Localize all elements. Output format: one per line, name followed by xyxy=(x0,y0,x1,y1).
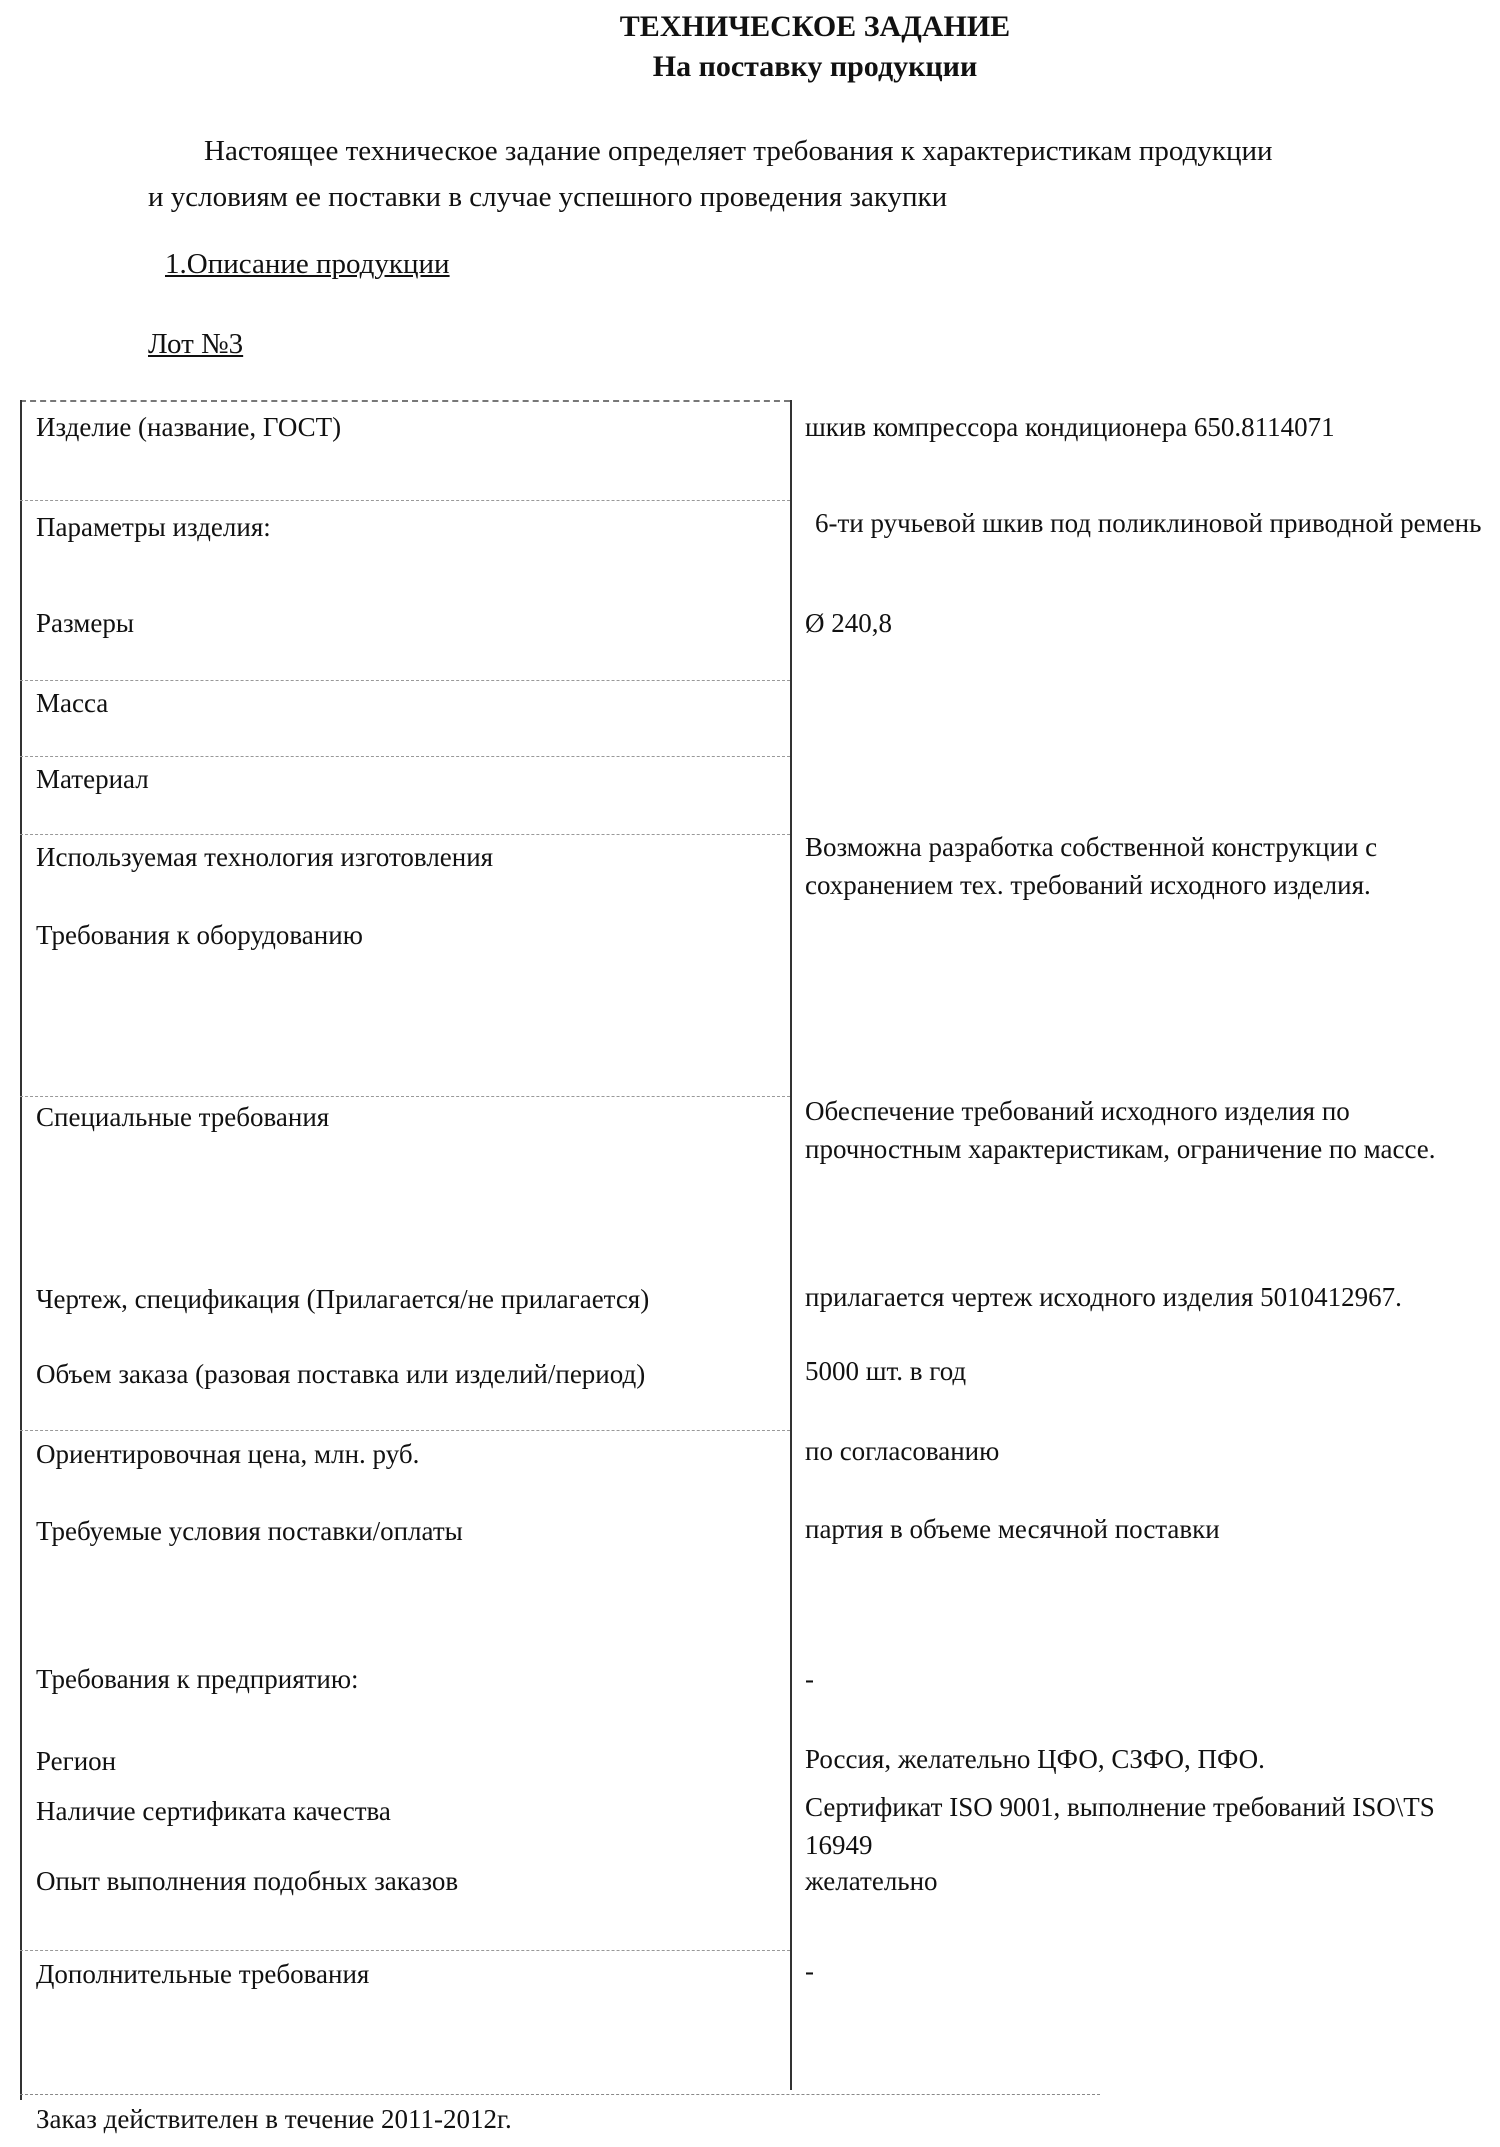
row-label: Ориентировочная цена, млн. руб. xyxy=(36,1439,420,1469)
row-label: Используемая технология изготовления xyxy=(36,842,494,872)
row-label: Наличие сертификата качества xyxy=(36,1796,391,1826)
row-label: Дополнительные требования xyxy=(36,1959,370,1989)
table-top-border xyxy=(20,400,790,402)
row-value: Обеспечение требований исходного изделия по прочностным характеристикам, ограничение по массе. xyxy=(805,1096,1436,1164)
row-label: Объем заказа (разовая поставка или изделий/период) xyxy=(36,1359,646,1389)
row-label: Требования к предприятию: xyxy=(36,1664,359,1694)
row-label: Изделие (название, ГОСТ) xyxy=(36,412,342,442)
row-divider xyxy=(20,834,790,835)
row-label: Масса xyxy=(36,688,109,718)
row-value: желательно xyxy=(805,1866,938,1896)
row-value: Возможна разработка собственной конструкции с сохранением тех. требований исходного изделия. xyxy=(805,832,1378,900)
row-divider xyxy=(20,1096,790,1097)
row-value: Сертификат ISO 9001, выполнение требований ISO\TS 16949 xyxy=(805,1792,1435,1860)
row-divider xyxy=(20,680,790,681)
row-divider xyxy=(20,756,790,757)
row-value: прилагается чертеж исходного изделия 5010412967. xyxy=(805,1282,1402,1312)
row-label: Специальные требования xyxy=(36,1102,330,1132)
row-value: - xyxy=(805,1956,814,1986)
row-divider xyxy=(20,1950,790,1951)
row-label: Требуемые условия поставки/оплаты xyxy=(36,1516,463,1546)
document-title: ТЕХНИЧЕСКОЕ ЗАДАНИЕ xyxy=(619,10,1011,43)
row-label: Материал xyxy=(36,764,149,794)
intro-line-1: Настоящее техническое задание определяет требования к характеристикам продукции xyxy=(204,135,1273,167)
row-value: партия в объеме месячной поставки xyxy=(805,1514,1220,1544)
row-label: Опыт выполнения подобных заказов xyxy=(36,1866,459,1896)
footer-divider xyxy=(20,2094,1100,2095)
row-label: Размеры xyxy=(36,608,134,638)
row-label: Чертеж, спецификация (Прилагается/не прилагается) xyxy=(36,1284,650,1314)
intro-paragraph xyxy=(148,128,1488,220)
row-value: по согласованию xyxy=(805,1436,1000,1466)
row-value: 5000 шт. в год xyxy=(805,1356,967,1386)
row-divider xyxy=(20,1430,790,1431)
row-value: 6-ти ручьевой шкив под поликлиновой приводной ремень xyxy=(815,508,1482,538)
row-value: Россия, желательно ЦФО, СЗФО, ПФО. xyxy=(805,1744,1265,1774)
row-divider xyxy=(20,500,790,501)
row-label: Регион xyxy=(36,1746,117,1776)
footer-validity: Заказ действителен в течение 2011-2012г. xyxy=(36,2104,512,2134)
section-title: 1.Описание продукции xyxy=(165,248,450,280)
row-value: Ø 240,8 xyxy=(805,608,892,638)
row-value: - xyxy=(805,1664,814,1694)
row-label: Параметры изделия: xyxy=(36,512,271,542)
row-value: шкив компрессора кондиционера 650.8114071 xyxy=(805,412,1335,442)
table-column-divider xyxy=(790,400,792,2090)
intro-line-2: и условиям ее поставки в случае успешного проведения закупки xyxy=(148,181,948,213)
document-subtitle: На поставку продукции xyxy=(652,50,978,83)
row-label: Требования к оборудованию xyxy=(36,920,363,950)
lot-label: Лот №3 xyxy=(148,328,244,360)
table-left-border xyxy=(20,400,22,2100)
